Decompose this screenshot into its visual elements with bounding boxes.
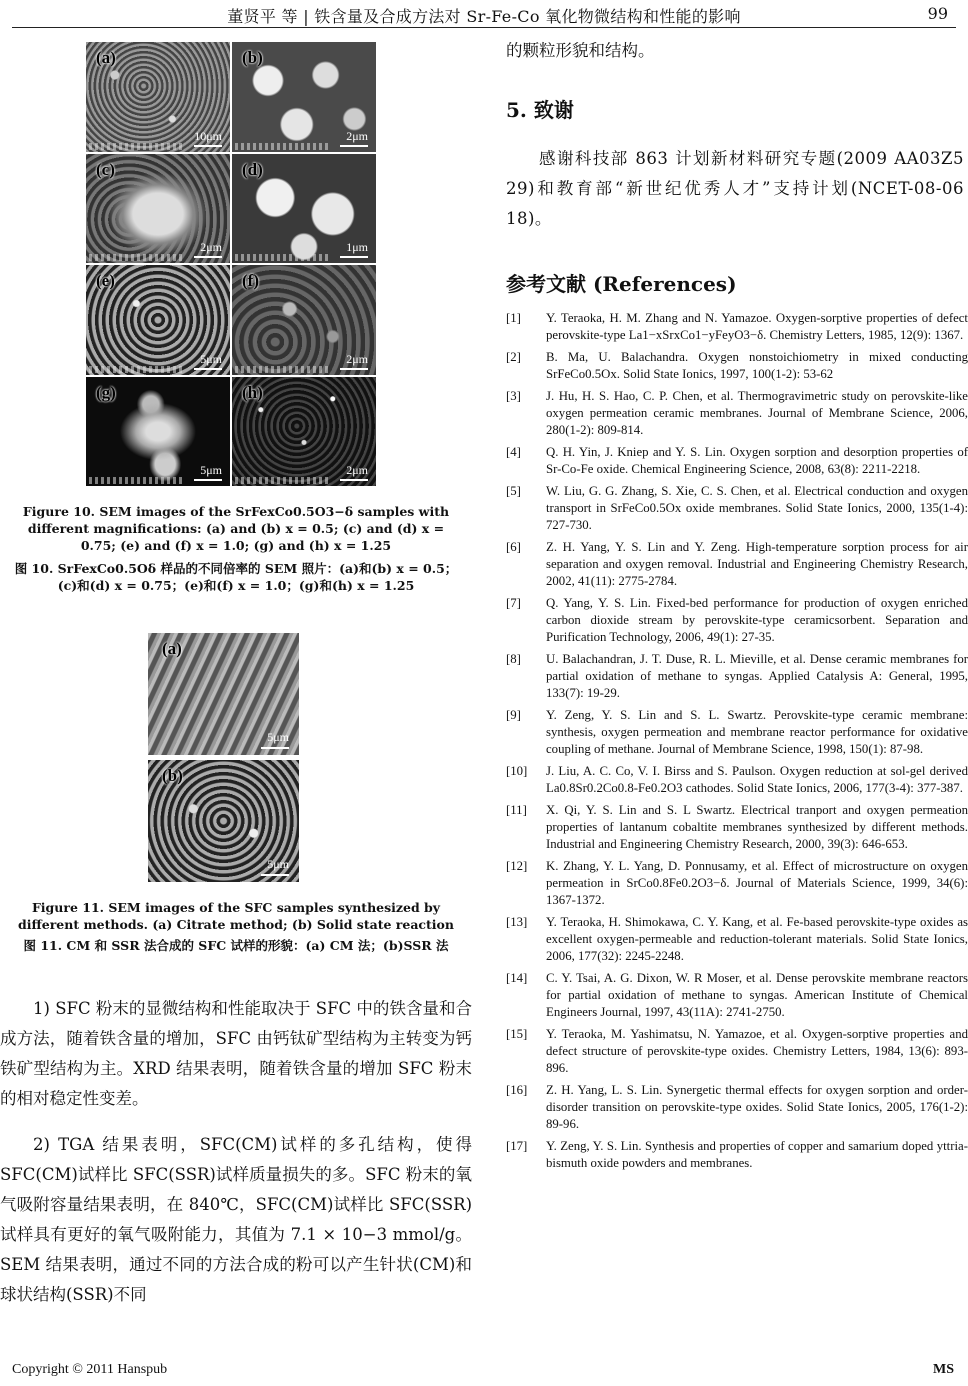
reference-number: [8] [506,652,521,666]
scale-bar [261,874,289,876]
reference-text: B. Ma, U. Balachandra. Oxygen nonstoichiometry in mixed conducting SrFeCo0.5Ox. Solid State Ionics, 1997, 100(1-2): 53-62 [546,350,968,381]
sem-info-strip [235,366,330,373]
scale-label: 5μm [200,351,222,366]
sem-panel-e [85,264,231,376]
panel-label: (d) [242,159,263,179]
reference-number: [6] [506,540,521,554]
acknowledgement-body: 感谢科技部 863 计划新材料研究专题(2009 AA03Z5 29)和教育部“新世纪优秀人才”支持计划(NCET-08-06 18)。 [506,149,964,228]
reference-item [506,595,968,646]
conclusion-paragraph-2 [0,1130,472,1310]
scale-label: 2μm [346,128,368,143]
scale-label: 5μm [267,857,289,871]
reference-item [506,707,968,758]
reference-number: [13] [506,915,528,929]
scale-bar [340,368,368,370]
reference-text: X. Qi, Y. S. Lin and S. L Swartz. Electrical tranport and oxygen permeation properties of lantanum cobaltite membranes synthesized by different methods. Industrial and Engineering Chemistry Research, 2000, 39(3): 646-653. [546,803,968,851]
reference-item [506,970,968,1021]
panel-label: (a) [162,639,182,658]
reference-number: [7] [506,596,521,610]
reference-number: [10] [506,764,528,778]
paragraph-text: 2) TGA 结果表明，SFC(CM)试样的多孔结构，使得 SFC(CM)试样比 SFC(SSR)试样质量损失的多。SFC 粉末的氧气吸附容量结果表明，在 840℃，SFC(CM)试样比 SFC(SSR)试样具有更好的氧气吸附能力，其值为 7.1 × 10−3 mmol/g。SEM 结果表明，通过不同的方法合成的粉可以产生针状(CM)和球状结构(SSR)不同 [0,1135,472,1304]
reference-item [506,651,968,702]
scale-bar [194,256,222,258]
page-number: 99 [927,4,948,23]
reference-item [506,763,968,797]
panel-label: (c) [96,159,115,179]
sem-panel-g [85,376,231,488]
sem-panel-d [231,153,377,265]
reference-text: Z. H. Yang, L. S. Lin. Synergetic thermal effects for oxygen sorption and order-disorder transition on perovskite-type oxides. Solid State Ionics, 2005, 176(1-2): 89-96. [546,1083,968,1131]
reference-text: Y. Zeng, Y. S. Lin and S. L. Swartz. Perovskite-type ceramic membrane: synthesis, oxygen permeation and membrane reactor performance for oxidative coupling of methane. Journal of Membrane Science, 1998, 150(1): 87-98. [546,708,968,756]
scale-bar [340,256,368,258]
panel-label: (g) [96,382,116,402]
figure-10-image-grid [85,41,377,487]
reference-item [506,310,968,344]
figure-11-caption-en: Figure 11. SEM images of the SFC samples synthesized by different methods. (a) Citrate method; (b) Solid state reaction [18,900,454,932]
reference-text: Y. Teraoka, H. M. Zhang and N. Yamazoe. Oxygen-sorptive properties of defect perovskite-type La1−xSrxCo1−yFeyO3−δ. Chemistry Letters, 1985, 12(9): 1367. [546,311,968,342]
running-header: 董贤平 等 | 铁含量及合成方法对 Sr-Fe-Co 氧化物微结构和性能的影响 [227,7,741,26]
reference-text: C. Y. Tsai, A. G. Dixon, W. R Moser, et al. Dense perovskite membrane reactors for partial oxidation of methane to syngas. American Institute of Chemical Engineers Journal, 1997, 43(11A): 2741-2750. [546,971,968,1019]
reference-number: [16] [506,1083,528,1097]
reference-item [506,1082,968,1133]
panel-label: (f) [242,271,259,290]
footer-copyright: Copyright © 2011 Hanspub [12,1362,168,1377]
scale-bar [194,145,222,147]
figure-10-caption-cn: 图 10. SrFexCo0.5Oδ 样品的不同倍率的 SEM 照片：(a)和(b) x = 0.5；(c)和(d) x = 0.75；(e)和(f) x = 1.0；(g)和(h) x = 1.25 [14,561,458,593]
reference-text: K. Zhang, Y. L. Yang, D. Ponnusamy, et al. Effect of microstructure on oxygen permeation in SrCo0.8Fe0.2O3−δ. Journal of Materials Science, 1999, 34(6): 1367-1372. [546,859,968,907]
sem-info-strip [89,366,184,373]
scale-label: 2μm [346,463,368,477]
panel-label: (h) [242,382,263,402]
reference-text: J. Hu, H. S. Hao, C. P. Chen, et al. Thermogravimetric study on perovskite-like oxygen permeation ceramic membranes. Journal of Membrane Science, 2006, 280(1-2): 809-814. [546,389,968,437]
figure-10-caption-en: Figure 10. SEM images of the SrFexCo0.5O3−δ samples with different magnifications: (a) and (b) x = 0.5; (c) and (d) x = 0.75; (e) and (f) x = 1.0; (g) and (h) x = 1.25 [22,504,450,553]
sem-panel-h [231,376,377,488]
reference-text: Y. Teraoka, H. Shimokawa, C. Y. Kang, et al. Fe-based perovskite-type oxides as excellent oxygen-permeable and reduction-tolerant materials. Solid State Ionics, 2006, 177(32): 2245-2248. [546,915,968,963]
scale-bar [340,145,368,147]
reference-text: U. Balachandran, J. T. Duse, R. L. Mieville, et al. Dense ceramic membranes for partial oxidation of methane to syngas. Applied Catalysis A: General, 1995, 133(7): 19-29. [546,652,968,700]
sem-info-strip [235,477,330,484]
reference-item [506,1138,968,1172]
reference-number: [17] [506,1139,528,1153]
sem-panel-b [231,41,377,153]
reference-item [506,914,968,965]
scale-label: 10μm [194,128,222,143]
reference-number: [5] [506,484,521,498]
reference-text: J. Liu, A. C. Co, V. I. Birss and S. Paulson. Oxygen reduction at sol-gel derived La0.8Sr0.2Co0.8-Fe0.2O3 cathodes. Solid State Ionics, 2006, 177(3-4): 377-387. [546,764,968,795]
reference-number: [12] [506,859,528,873]
reference-number: [14] [506,971,528,985]
reference-item [506,802,968,853]
sem-panel-11a [147,632,300,756]
paragraph-text: 1) SFC 粉末的显微结构和性能取决于 SFC 中的铁含量和合成方法，随着铁含量的增加，SFC 由钙钛矿型结构为主转变为钙铁矿型结构为主。XRD 结果表明，随着铁含量的增加 SFC 粉末的相对稳定性变差。 [0,999,472,1108]
scale-bar [340,479,368,481]
sem-panel-11b [147,759,300,883]
paragraph-continuation: 的颗粒形貌和结构。 [506,41,655,60]
sem-info-strip [89,254,184,261]
scale-bar [194,368,222,370]
scale-bar [194,479,222,481]
scale-label: 1μm [346,240,368,254]
reference-item [506,1026,968,1077]
sem-panel-c [85,153,231,265]
acknowledgement-heading: 5. 致谢 [506,98,574,122]
reference-list [506,310,968,1177]
panel-label: (e) [96,271,115,290]
scale-label: 2μm [346,351,368,366]
sem-panel-a [85,41,231,153]
reference-item [506,388,968,439]
panel-label: (a) [96,48,116,67]
reference-item [506,858,968,909]
sem-info-strip [235,254,330,261]
reference-item [506,483,968,534]
reference-number: [3] [506,389,521,403]
reference-text: Y. Teraoka, M. Yashimatsu, N. Yamazoe, et al. Oxygen-sorptive properties and defect structure of perovskite-type oxides. Chemistry Letters, 1984, 13(6): 893-896. [546,1027,968,1075]
reference-number: [11] [506,803,527,817]
sem-panel-f [231,264,377,376]
sem-info-strip [89,477,184,484]
scale-bar [261,747,289,749]
footer-journal: MS [933,1362,954,1377]
reference-item [506,349,968,383]
reference-text: Y. Zeng, Y. S. Lin. Synthesis and properties of copper and samarium doped yttria-bismuth oxide powders and membranes. [546,1139,968,1170]
reference-text: Z. H. Yang, Y. S. Lin and Y. Zeng. High-temperature sorption process for air separation and oxygen removal. Industrial and Engineering Chemistry Research, 2002, 41(11): 2775-2784. [546,540,968,588]
reference-item [506,539,968,590]
figure-11-caption-cn: 图 11. CM 和 SSR 法合成的 SFC 试样的形貌：(a) CM 法；(b)SSR 法 [23,938,449,953]
scale-label: 5μm [200,463,222,477]
sem-info-strip [89,143,184,150]
panel-label: (b) [242,48,263,67]
conclusion-paragraph-1 [0,994,472,1114]
reference-number: [2] [506,350,521,364]
sem-info-strip [235,143,330,150]
reference-text: Q. H. Yin, J. Kniep and Y. S. Lin. Oxygen sorption and desorption properties of Sr-Co-Fe oxide. Chemical Engineering Science, 2008, 63(8): 2211-2218. [546,445,968,476]
reference-number: [15] [506,1027,528,1041]
reference-text: W. Liu, G. G. Zhang, S. Xie, C. S. Chen, et al. Electrical conduction and oxygen transport in SrFeCo0.5Ox oxide membranes. Solid State Ionics, 2000, 135(1-4): 727-730. [546,484,968,532]
reference-item [506,444,968,478]
reference-number: [9] [506,708,521,722]
reference-text: Q. Yang, Y. S. Lin. Fixed-bed performance for production of oxygen enriched carbon dioxide stream by perovskite-type ceramicsorbent. Separation and Purification Technology, 2006, 49(1): 27-35. [546,596,968,644]
reference-number: [1] [506,311,521,325]
scale-label: 5μm [267,730,289,744]
scale-label: 2μm [200,240,222,254]
panel-label: (b) [162,766,183,785]
header-rule [12,27,956,28]
references-heading: 参考文献 (References) [506,272,737,296]
reference-number: [4] [506,445,521,459]
